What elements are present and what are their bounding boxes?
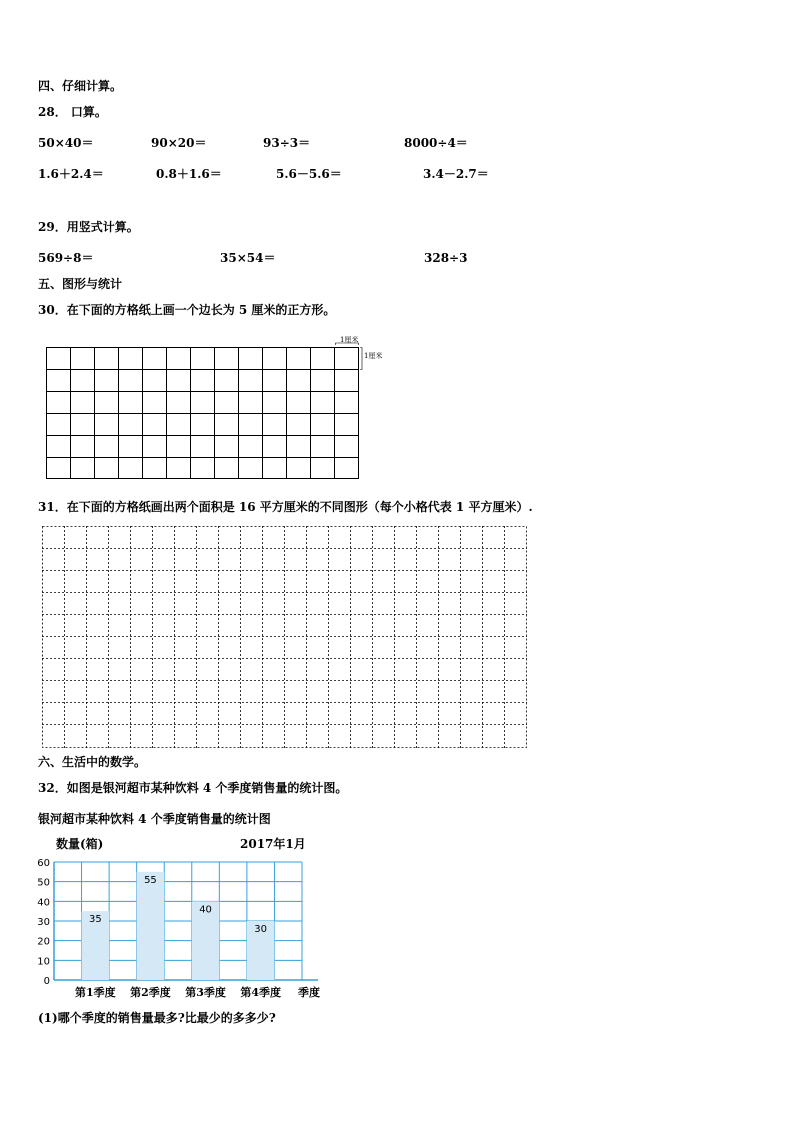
- q28-item: 90×20＝: [151, 136, 207, 150]
- q28-item: 93÷3＝: [263, 136, 311, 150]
- q28-item: 50×40＝: [38, 136, 94, 150]
- q32-sub-question-1: (1)哪个季度的销售量最多?比最少的多多少?: [38, 1011, 276, 1025]
- bar-value-label: 40: [199, 904, 212, 916]
- bar-value-label: 30: [254, 924, 268, 935]
- section-6-heading: 六、生活中的数学。: [38, 755, 147, 769]
- chart-date-label: 2017年1月: [240, 837, 306, 851]
- y-tick-label: 20: [37, 936, 50, 948]
- category-label: 第4季度: [240, 986, 281, 999]
- unit-label-height: 1厘米: [364, 352, 383, 360]
- q29-title: 29．用竖式计算。: [38, 220, 139, 234]
- y-tick-label: 10: [37, 956, 50, 968]
- q30-grid-paper[interactable]: [46, 347, 366, 480]
- bar-value-label: 35: [88, 914, 102, 926]
- category-label: 第2季度: [130, 986, 171, 999]
- q29-item: 569÷8＝: [38, 251, 94, 265]
- q28-item: 5.6－5.6＝: [276, 167, 342, 181]
- q29-item: 328÷3: [424, 251, 468, 265]
- y-tick-label: 40: [37, 897, 50, 909]
- category-label: 第3季度: [185, 986, 226, 999]
- bar-2: [137, 872, 165, 980]
- q28-item: 1.6＋2.4＝: [38, 167, 104, 181]
- y-axis-label: 数量(箱): [56, 837, 104, 851]
- y-tick-label: 30: [37, 917, 50, 928]
- q29-item: 35×54＝: [220, 251, 276, 265]
- y-tick-label: 60: [37, 858, 50, 869]
- q28-item: 3.4－2.7＝: [423, 167, 489, 181]
- sales-bar-chart: [30, 834, 330, 1004]
- section-4-heading: 四、仔细计算。: [38, 79, 123, 93]
- q28-item: 8000÷4＝: [404, 136, 468, 150]
- y-tick-label: 0: [43, 976, 50, 987]
- q31-title: 31．在下面的方格纸画出两个面积是 16 平方厘米的不同图形（每个小格代表 1 平方厘米）.: [38, 500, 533, 514]
- q32-title: 32．如图是银河超市某种饮料 4 个季度销售量的统计图。: [38, 781, 348, 795]
- q28-item: 0.8＋1.6＝: [156, 167, 222, 181]
- unit-label-width: 1厘米: [340, 336, 359, 344]
- q30-title: 30．在下面的方格纸上画一个边长为 5 厘米的正方形。: [38, 303, 336, 317]
- chart-title: 银河超市某种饮料 4 个季度销售量的统计图: [38, 812, 271, 826]
- section-5-heading: 五、图形与统计: [38, 277, 123, 291]
- q31-grid-paper[interactable]: [42, 526, 532, 752]
- bar-value-label: 55: [144, 874, 157, 886]
- x-axis-label: 季度: [298, 986, 320, 999]
- category-label: 第1季度: [75, 986, 116, 999]
- q28-title: 28． 口算。: [38, 105, 107, 119]
- height-bracket-icon: [360, 348, 362, 370]
- y-tick-label: 50: [37, 877, 50, 889]
